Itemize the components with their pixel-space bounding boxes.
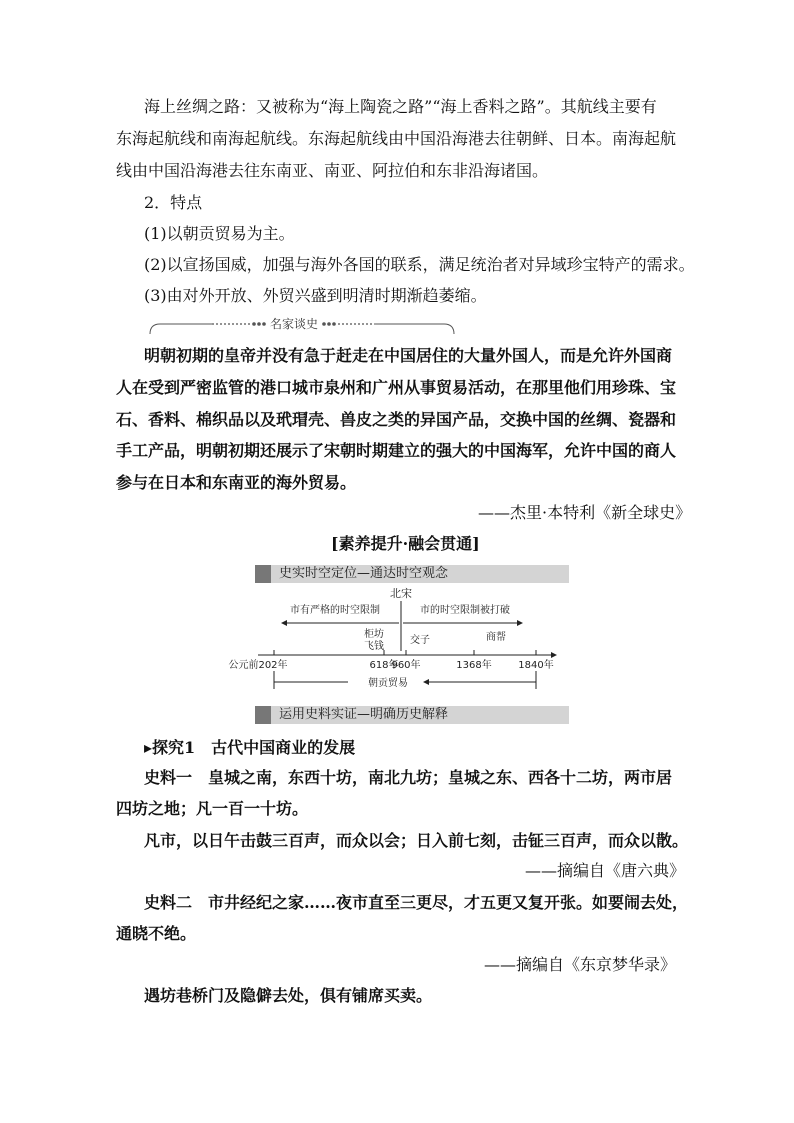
tl-event-1: 柜坊 [364, 629, 384, 640]
banner-marker [255, 706, 271, 724]
feature-item-1: (1)以朝贡贸易为主。 [144, 224, 295, 243]
material-1-line-2: 四坊之地；凡一百一十坊。 [116, 799, 309, 818]
famous-label: 名家谈史 [270, 317, 319, 331]
features-heading: 2．特点 [144, 193, 203, 212]
tl-right-label: 市的时空限制被打破 [420, 605, 510, 616]
material-2-line-2: 通晓不绝。 [116, 924, 197, 943]
banner-evidence [255, 706, 569, 724]
intro-line-2: 东海起航线和南海起航线。东海起航线由中国沿海港去往朝鲜、日本。南海起航 [116, 129, 677, 148]
quote-source: ——杰里·本特利《新全球史》 [478, 503, 692, 522]
material-2-label: 史料二 [144, 893, 193, 912]
famous-label-bar [148, 316, 456, 336]
material-2-source: ——摘编自《东京梦华录》 [484, 955, 677, 974]
material-1-text: 皇城之南，东西十坊，南北九坊；皇城之东、西各十二坊，两市居 [192, 768, 673, 787]
quote-line-2: 人在受到严密监管的港口城市泉州和广州从事贸易活动，在那里他们用珍珠、宝 [116, 378, 677, 397]
banner-marker [255, 565, 271, 583]
tl-event-4: 商帮 [486, 632, 506, 643]
tl-event-2: 飞钱 [364, 641, 384, 652]
feature-item-2: (2)以宣扬国威，加强与海外各国的联系，满足统治者对异域珍宝特产的需求。 [144, 255, 695, 274]
section-title: [素养提升·融会贯通] [331, 534, 480, 553]
material-1-line-3: 凡市，以日午击鼓三百声，而众以会；日入前七刻，击钲三百声，而众以散。 [144, 831, 689, 850]
tl-bottom-label: 朝贡贸易 [368, 678, 408, 689]
tl-event-3: 交子 [410, 635, 430, 646]
banner-timespace-text: 史实时空定位—通达时空观念 [279, 566, 449, 581]
intro-line-3: 线由中国沿海港去往东南亚、南亚、阿拉伯和东非沿海诸国。 [116, 161, 549, 180]
quote-line-1: 明朝初期的皇帝并没有急于赶走在中国居住的大量外国人，而是允许外国商 [144, 346, 673, 365]
material-1-line-1 [144, 768, 672, 788]
intro-line-1: 海上丝绸之路：又被称为“海上陶瓷之路”“海上香料之路”。其航线主要有 [144, 97, 657, 116]
material-1-source: ——摘编自《唐六典》 [525, 861, 686, 880]
banner-timespace [255, 565, 569, 583]
timeline-diagram [228, 585, 570, 690]
material-2-line-1 [144, 893, 688, 913]
quote-line-5: 参与在日本和东南亚的海外贸易。 [116, 473, 357, 492]
tl-tick-5: 1840年 [518, 660, 554, 671]
quote-line-4: 手工产品，明朝初期还展示了宋朝时期建立的强大的中国海军，允许中国的商人 [116, 441, 677, 460]
tl-tick-2: 618年 [369, 660, 399, 671]
material-2-text: 市井经纪之家……夜市直至三更尽，才五更又复开张。如要闹去处， [192, 893, 689, 912]
tl-top-label: 北宋 [390, 587, 412, 600]
feature-item-3: (3)由对外开放、外贸兴盛到明清时期渐趋萎缩。 [144, 286, 487, 305]
tl-tick-3: 960年 [391, 660, 421, 671]
tl-left-label: 市有严格的时空限制 [290, 605, 380, 616]
material-2-line-3: 遇坊巷桥门及隐僻去处，俱有铺席买卖。 [144, 986, 433, 1005]
banner-evidence-text: 运用史料实证—明确历史解释 [279, 707, 449, 722]
quote-line-3: 石、香料、棉织品以及玳瑁壳、兽皮之类的异国产品，交换中国的丝绸、瓷器和 [116, 410, 677, 429]
tl-tick-4: 1368年 [456, 660, 492, 671]
explore-title: ▸探究1 古代中国商业的发展 [144, 738, 356, 757]
material-1-label: 史料一 [144, 768, 193, 787]
tl-tick-1: 公元前202年 [228, 660, 288, 671]
